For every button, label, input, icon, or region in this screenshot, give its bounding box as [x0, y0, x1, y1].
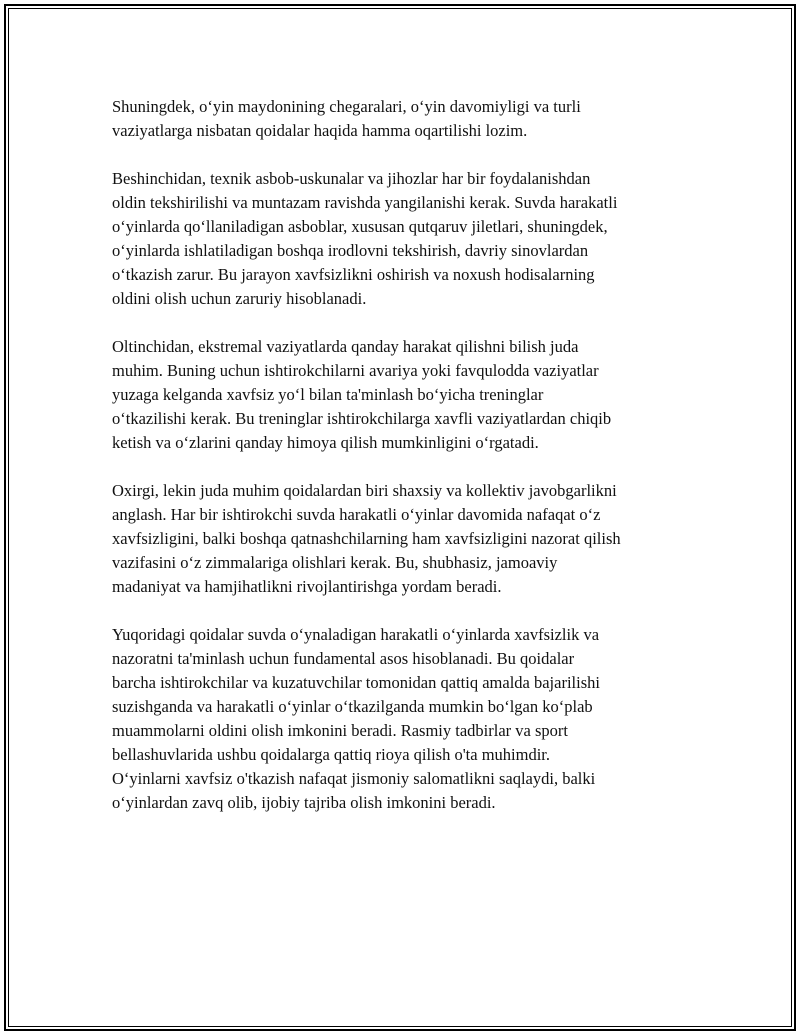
paragraph-4 — [112, 479, 692, 599]
text-line: Oltinchidan, ekstremal vaziyatlarda qanday harakat qilishni bilish juda — [112, 337, 579, 356]
text-line: oldin tekshirilishi va muntazam ravishda yangilanishi kerak. Suvda harakatli — [112, 193, 618, 212]
text-line: o‘yinlardan zavq olib, ijobiy tajriba olish imkonini beradi. — [112, 793, 496, 812]
text-line: Shuningdek, o‘yin maydonining chegaralari, o‘yin davomiyligi va turli — [112, 97, 581, 116]
text-line: o‘tkazish zarur. Bu jarayon xavfsizlikni oshirish va noxush hodisalarning — [112, 265, 595, 284]
paragraph-2 — [112, 167, 692, 311]
paragraph-1 — [112, 95, 692, 143]
paragraph-5 — [112, 623, 692, 815]
paragraph-3 — [112, 335, 692, 455]
text-line: Beshinchidan, texnik asbob-uskunalar va jihozlar har bir foydalanishdan — [112, 169, 591, 188]
text-line: muammolarni oldini olish imkonini beradi. Rasmiy tadbirlar va sport — [112, 721, 568, 740]
text-line: o‘yinlarda ishlatiladigan boshqa irodlovni tekshirish, davriy sinovlardan — [112, 241, 589, 260]
text-line: muhim. Buning uchun ishtirokchilarni avariya yoki favqulodda vaziyatlar — [112, 361, 599, 380]
text-line: bellashuvlarida ushbu qoidalarga qattiq rioya qilish o'ta muhimdir. — [112, 745, 551, 764]
text-line: barcha ishtirokchilar va kuzatuvchilar tomonidan qattiq amalda bajarilishi — [112, 673, 600, 692]
text-line: o‘yinlarda qo‘llaniladigan asboblar, xususan qutqaruv jiletlari, shuningdek, — [112, 217, 608, 236]
text-line: Oxirgi, lekin juda muhim qoidalardan biri shaxsiy va kollektiv javobgarlikni — [112, 481, 617, 500]
document-body — [112, 95, 692, 839]
text-line: anglash. Har bir ishtirokchi suvda harakatli o‘yinlar davomida nafaqat o‘z — [112, 505, 601, 524]
text-line: o‘tkazilishi kerak. Bu treninglar ishtirokchilarga xavfli vaziyatlardan chiqib — [112, 409, 612, 428]
text-line: yuzaga kelganda xavfsiz yo‘l bilan ta'minlash bo‘yicha treninglar — [112, 385, 544, 404]
text-line: xavfsizligini, balki boshqa qatnashchilarning ham xavfsizligini nazorat qilish — [112, 529, 621, 548]
text-line: oldini olish uchun zaruriy hisoblanadi. — [112, 289, 367, 308]
text-line: vaziyatlarga nisbatan qoidalar haqida hamma oqartilishi lozim. — [112, 121, 528, 140]
text-line: suzishganda va harakatli o‘yinlar o‘tkazilganda mumkin bo‘lgan ko‘plab — [112, 697, 593, 716]
text-line: madaniyat va hamjihatlikni rivojlantirishga yordam beradi. — [112, 577, 502, 596]
text-line: vazifasini o‘z zimmalariga olishlari kerak. Bu, shubhasiz, jamoaviy — [112, 553, 558, 572]
text-line: O‘yinlarni xavfsiz o'tkazish nafaqat jismoniy salomatlikni saqlaydi, balki — [112, 769, 596, 788]
text-line: nazoratni ta'minlash uchun fundamental asos hisoblanadi. Bu qoidalar — [112, 649, 575, 668]
text-line: ketish va o‘zlarini qanday himoya qilish mumkinligini o‘rgatadi. — [112, 433, 539, 452]
text-line: Yuqoridagi qoidalar suvda o‘ynaladigan harakatli o‘yinlarda xavfsizlik va — [112, 625, 600, 644]
